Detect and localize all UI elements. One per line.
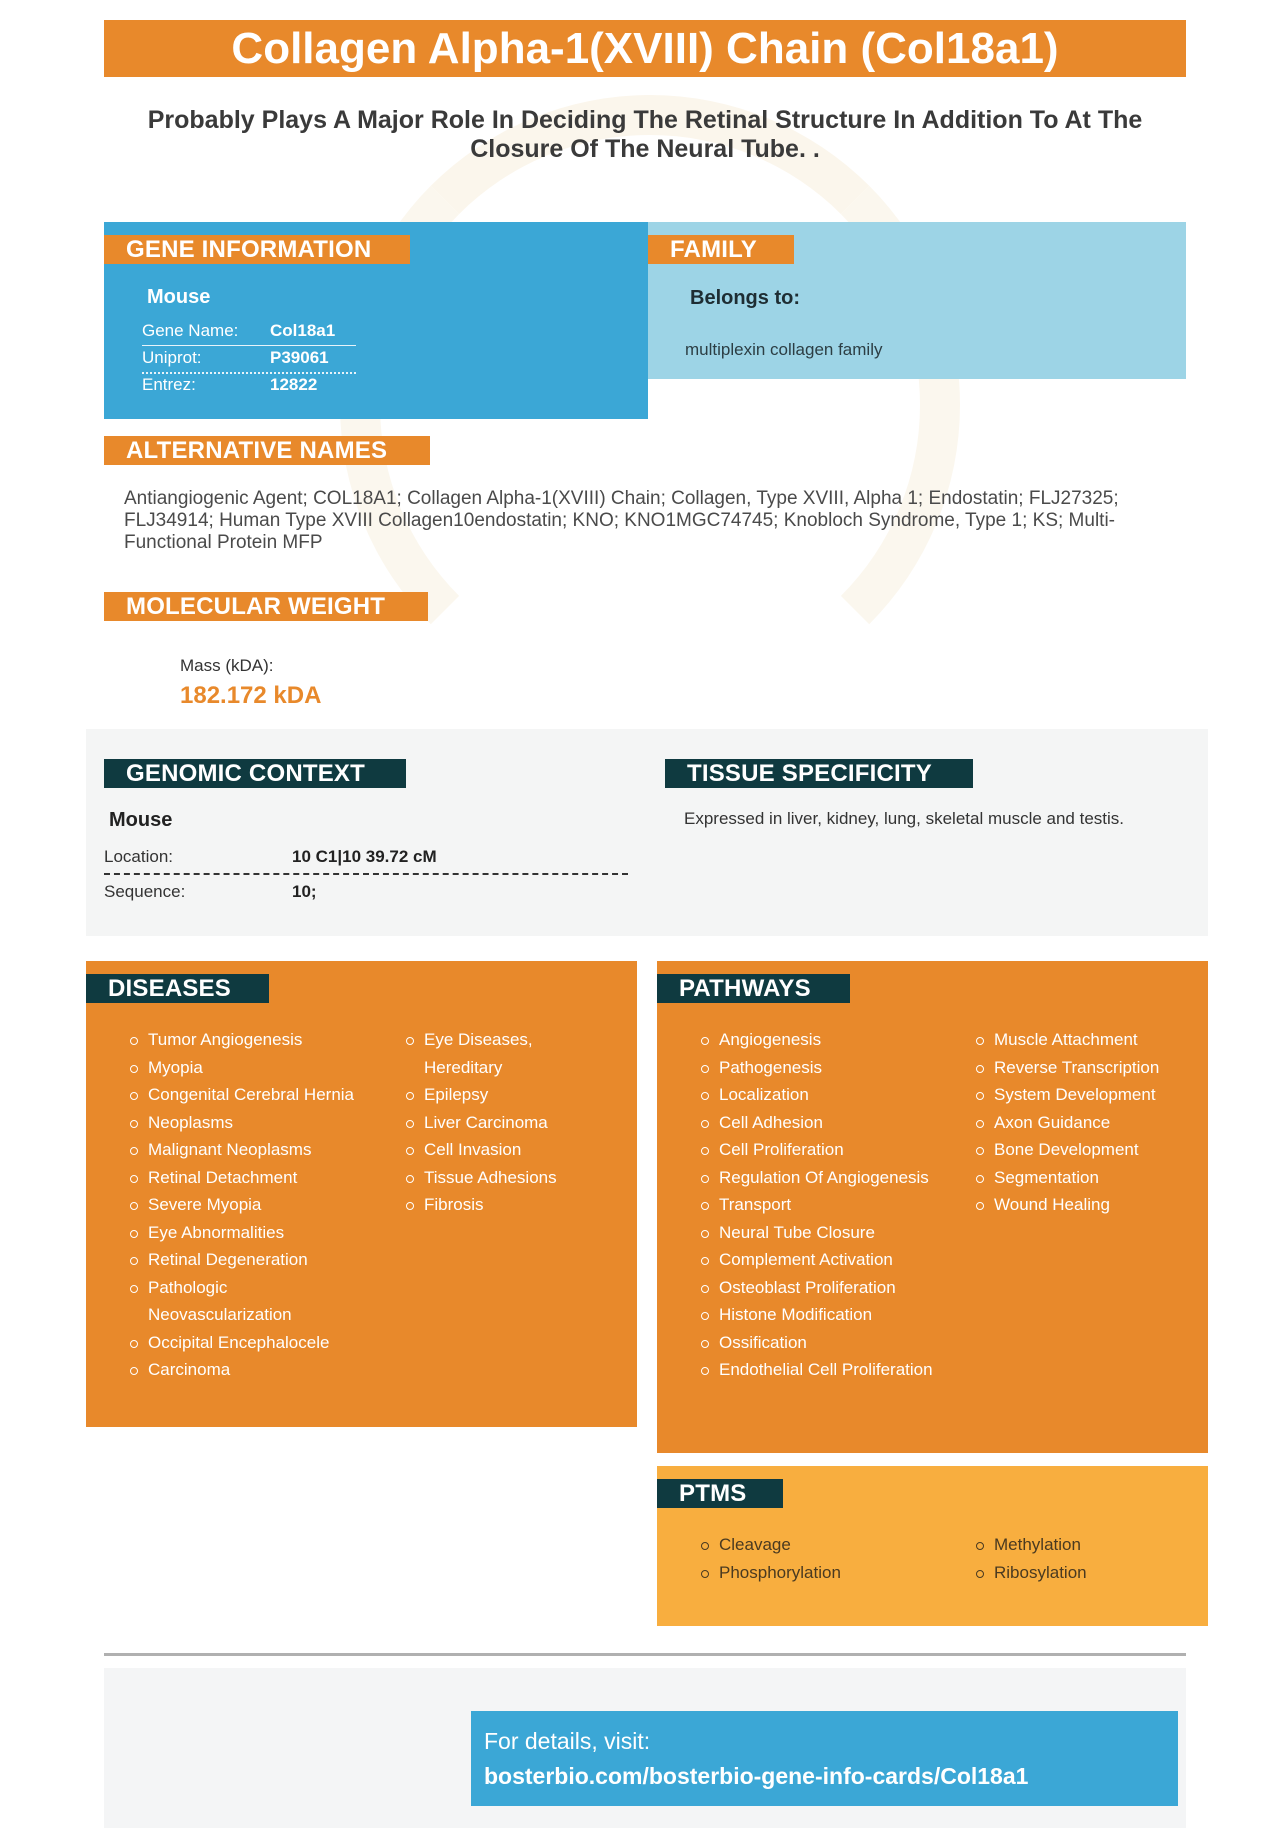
list-item: Severe Myopia — [130, 1191, 358, 1219]
belongs-to-label: Belongs to: — [690, 287, 800, 309]
gene-name-label: Gene Name: — [142, 321, 239, 340]
list-item: Phosphorylation — [701, 1559, 941, 1587]
location-label: Location: — [104, 847, 173, 866]
list-item: Retinal Degeneration — [130, 1246, 358, 1274]
list-item: Muscle Attachment — [976, 1026, 1196, 1054]
list-item: Myopia — [130, 1054, 358, 1082]
diseases-section — [86, 961, 637, 1427]
list-item: Pathogenesis — [701, 1054, 941, 1082]
list-item: Fibrosis — [406, 1191, 606, 1219]
list-item: Angiogenesis — [701, 1026, 941, 1054]
ptms-header: PTMS — [657, 1479, 783, 1508]
list-item: Regulation Of Angiogenesis — [701, 1164, 941, 1192]
details-link-box[interactable] — [471, 1711, 1178, 1806]
tissue-specificity-text: Expressed in liver, kidney, lung, skeletal muscle and testis. — [684, 809, 1125, 828]
list-item: Ribosylation — [976, 1559, 1196, 1587]
page-subtitle: Probably Plays A Major Role In Deciding The Retinal Structure In Addition To At The Closure Of The Neural Tube. . — [147, 106, 1143, 163]
page-title: Collagen Alpha-1(XVIII) Chain (Col18a1) — [104, 20, 1186, 77]
list-item: Cell Proliferation — [701, 1136, 941, 1164]
list-item: Tissue Adhesions — [406, 1164, 606, 1192]
genomic-species: Mouse — [109, 809, 173, 831]
gene-information-section — [104, 222, 648, 419]
gene-name-value: Col18a1 — [270, 321, 336, 340]
list-item: Segmentation — [976, 1164, 1196, 1192]
list-item: Axon Guidance — [976, 1109, 1196, 1137]
list-item: Endothelial Cell Proliferation — [701, 1356, 941, 1384]
list-item: Eye Abnormalities — [130, 1219, 358, 1247]
pathways-list-col2 — [976, 1026, 1196, 1219]
list-item: Pathologic Neovascularization — [130, 1274, 358, 1329]
divider — [104, 873, 628, 875]
alternative-names-header: ALTERNATIVE NAMES — [104, 436, 430, 465]
diseases-list-col1 — [130, 1026, 358, 1384]
list-item: Reverse Transcription — [976, 1054, 1196, 1082]
sequence-value: 10; — [292, 882, 317, 901]
location-value: 10 C1|10 39.72 cM — [292, 847, 437, 866]
list-item: Eye Diseases, Hereditary — [406, 1026, 606, 1081]
list-item: Histone Modification — [701, 1301, 941, 1329]
list-item: Bone Development — [976, 1136, 1196, 1164]
list-item: Cell Adhesion — [701, 1109, 941, 1137]
uniprot-value: P39061 — [270, 348, 329, 367]
pathways-list-col1 — [701, 1026, 941, 1384]
list-item: System Development — [976, 1081, 1196, 1109]
molecular-weight-header: MOLECULAR WEIGHT — [104, 592, 428, 621]
genomic-context-header: GENOMIC CONTEXT — [104, 759, 406, 788]
list-item: Methylation — [976, 1531, 1196, 1559]
family-header: FAMILY — [648, 235, 794, 264]
list-item: Cleavage — [701, 1531, 941, 1559]
divider — [142, 372, 356, 374]
entrez-value: 12822 — [270, 375, 318, 394]
entrez-label: Entrez: — [142, 375, 196, 394]
list-item: Malignant Neoplasms — [130, 1136, 358, 1164]
list-item: Congenital Cerebral Hernia — [130, 1081, 358, 1109]
diseases-list-col2 — [406, 1026, 606, 1219]
details-label: For details, visit: — [484, 1728, 651, 1754]
family-value: multiplexin collagen family — [685, 340, 883, 359]
diseases-header: DISEASES — [86, 974, 269, 1003]
pathways-section — [657, 961, 1208, 1453]
gene-species: Mouse — [147, 286, 211, 308]
sequence-label: Sequence: — [104, 882, 186, 901]
uniprot-label: Uniprot: — [142, 348, 202, 367]
details-url-link[interactable]: bosterbio.com/bosterbio-gene-info-cards/Col18a1 — [484, 1763, 1029, 1789]
list-item: Liver Carcinoma — [406, 1109, 606, 1137]
list-item: Localization — [701, 1081, 941, 1109]
list-item: Wound Healing — [976, 1191, 1196, 1219]
mass-value: 182.172 kDA — [180, 682, 322, 709]
list-item: Tumor Angiogenesis — [130, 1026, 358, 1054]
list-item: Complement Activation — [701, 1246, 941, 1274]
divider — [142, 345, 356, 346]
ptms-section — [657, 1466, 1208, 1626]
list-item: Carcinoma — [130, 1356, 358, 1384]
list-item: Transport — [701, 1191, 941, 1219]
list-item: Ossification — [701, 1329, 941, 1357]
list-item: Retinal Detachment — [130, 1164, 358, 1192]
tissue-specificity-header: TISSUE SPECIFICITY — [665, 759, 973, 788]
alternative-names-text: Antiangiogenic Agent; COL18A1; Collagen Alpha-1(XVIII) Chain; Collagen, Type XVIII, Alpha 1; Endostatin; FLJ27325; FLJ34914; Human Type XVIII Collagen10endostatin; KNO; KNO1MGC74745; Knobloch Syndrome, Type 1; KS; Multi-Functional Protein MFP — [124, 488, 1119, 553]
list-item: Neoplasms — [130, 1109, 358, 1137]
family-section — [648, 222, 1186, 379]
list-item: Cell Invasion — [406, 1136, 606, 1164]
genomic-tissue-panel — [86, 729, 1208, 936]
list-item: Occipital Encephalocele — [130, 1329, 358, 1357]
ptms-list-col2 — [976, 1531, 1196, 1586]
footer-divider — [104, 1653, 1186, 1656]
mass-label: Mass (kDA): — [180, 656, 274, 675]
list-item: Neural Tube Closure — [701, 1219, 941, 1247]
pathways-header: PATHWAYS — [657, 974, 850, 1003]
gene-information-header: GENE INFORMATION — [104, 235, 410, 264]
list-item: Osteoblast Proliferation — [701, 1274, 941, 1302]
list-item: Epilepsy — [406, 1081, 606, 1109]
ptms-list-col1 — [701, 1531, 941, 1586]
